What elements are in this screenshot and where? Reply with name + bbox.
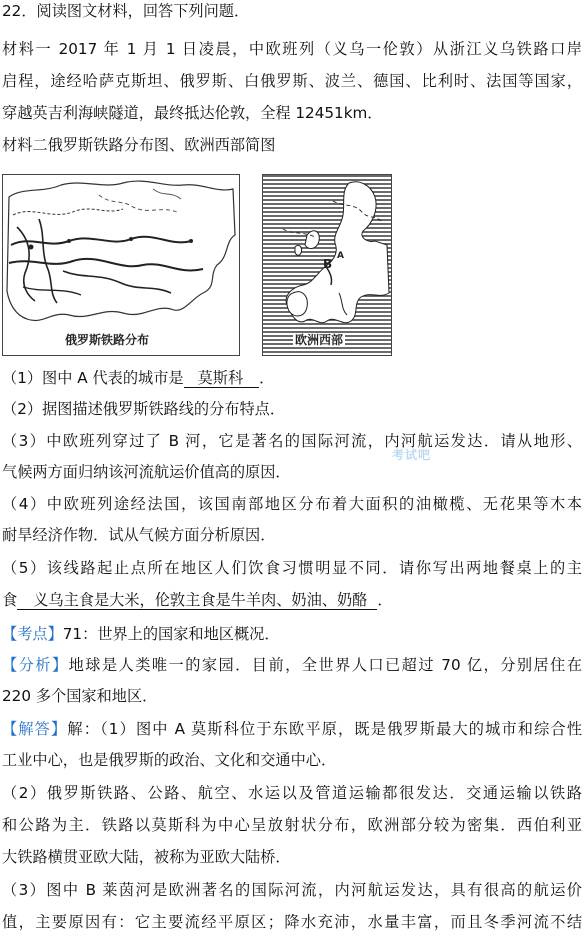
- russia-map-caption: 俄罗斯铁路分布: [65, 333, 150, 347]
- question-title: 22．阅读图文材料，回答下列问题．: [2, 2, 250, 20]
- russia-map-drawing: [3, 175, 239, 355]
- jieda-line-4: 和公路为主．铁路以莫斯科为中心呈放射状分布，欧洲部分较为密集．西伯利亚: [2, 816, 582, 834]
- material-one-line-1: 材料一 2017 年 1 月 1 日凌晨，中欧班列（义乌一伦敦）从浙江义乌铁路口岸: [2, 40, 582, 58]
- fenxi-line-2: 220 多个国家和地区．: [2, 687, 158, 705]
- kaodian-text: 71：世界上的国家和地区概况．: [62, 625, 280, 643]
- kaodian-tag: 【考点】: [2, 625, 63, 643]
- europe-label-a: A: [337, 251, 344, 261]
- europe-label-b: B: [323, 257, 333, 271]
- russia-railway-map: [2, 174, 240, 356]
- question-1: [2, 368, 582, 390]
- material-one-line-3: 穿越英吉利海峡隧道，最终抵达伦敦，全程 12451km．: [2, 104, 383, 122]
- kaodian-line: [2, 624, 582, 646]
- jieda-text-1: 解：（1）图中 A 莫斯科位于东欧平原，既是俄罗斯最大的城市和综合性: [67, 720, 582, 738]
- jieda-line-6: （3）图中 B 莱茵河是欧洲著名的国际河流，内河航运发达，具有很高的航运价: [2, 881, 582, 899]
- question-3-line-1: （3）中欧班列穿过了 B 河，它是著名的国际河流，内河航运发达．请从地形、: [2, 432, 582, 450]
- question-1-prefix: （1）图中 A 代表的城市是: [2, 369, 184, 387]
- question-5-prefix: 食: [2, 591, 18, 609]
- jieda-line-3: （2）俄罗斯铁路、公路、航空、水运以及管道运输都很发达．交通运输以铁路: [2, 784, 582, 802]
- jieda-line-5: 大铁路横贯亚欧大陆，被称为亚欧大陆桥．: [2, 848, 291, 866]
- question-4-line-2: 耐旱经济作物．试从气候方面分析原因．: [2, 526, 276, 544]
- fenxi-text-1: 地球是人类唯一的家园．目前，全世界人口已超过 70 亿，分别居住在: [68, 656, 582, 674]
- material-one-line-2: 启程，途经哈萨克斯坦、俄罗斯、白俄罗斯、波兰、德国、比利时、法国等国家，: [2, 72, 582, 90]
- jieda-line-2: 工业中心，也是俄罗斯的政治、文化和交通中心．: [2, 751, 337, 769]
- site-watermark: 考试吧: [392, 448, 432, 462]
- question-1-answer: 莫斯科: [184, 369, 260, 388]
- question-2: （2）据图描述俄罗斯铁路线的分布特点．: [2, 400, 286, 418]
- europe-map-caption: 欧洲西部: [295, 333, 344, 347]
- material-two-heading: 材料二俄罗斯铁路分布图、欧洲西部简图: [2, 136, 276, 154]
- question-4-line-1: （4）中欧班列途经法国，该国南部地区分布着大面积的油橄榄、无花果等木本: [2, 495, 582, 513]
- question-1-suffix: ．: [259, 369, 275, 387]
- question-3-line-2: 气候两方面归纳该河流航运价值高的原因．: [2, 463, 291, 481]
- jieda-line-1: [2, 719, 582, 741]
- fenxi-tag: 【分析】: [2, 656, 69, 674]
- question-5-answer: 义乌主食是大米，伦敦主食是牛羊肉、奶油、奶酪: [17, 591, 377, 610]
- question-5-line-2: [2, 590, 582, 612]
- fenxi-line-1: [2, 655, 582, 677]
- question-5-suffix: ．: [377, 591, 393, 609]
- western-europe-map: [262, 174, 392, 356]
- jieda-tag: 【解答】: [2, 720, 68, 738]
- jieda-line-7: 值，主要原因有：它主要流经平原区；降水充沛，水量丰富，而且冬季河流不结: [2, 913, 582, 931]
- question-5-line-1: （5）该线路起止点所在地区人们饮食习惯明显不同．请你写出两地餐桌上的主: [2, 559, 582, 577]
